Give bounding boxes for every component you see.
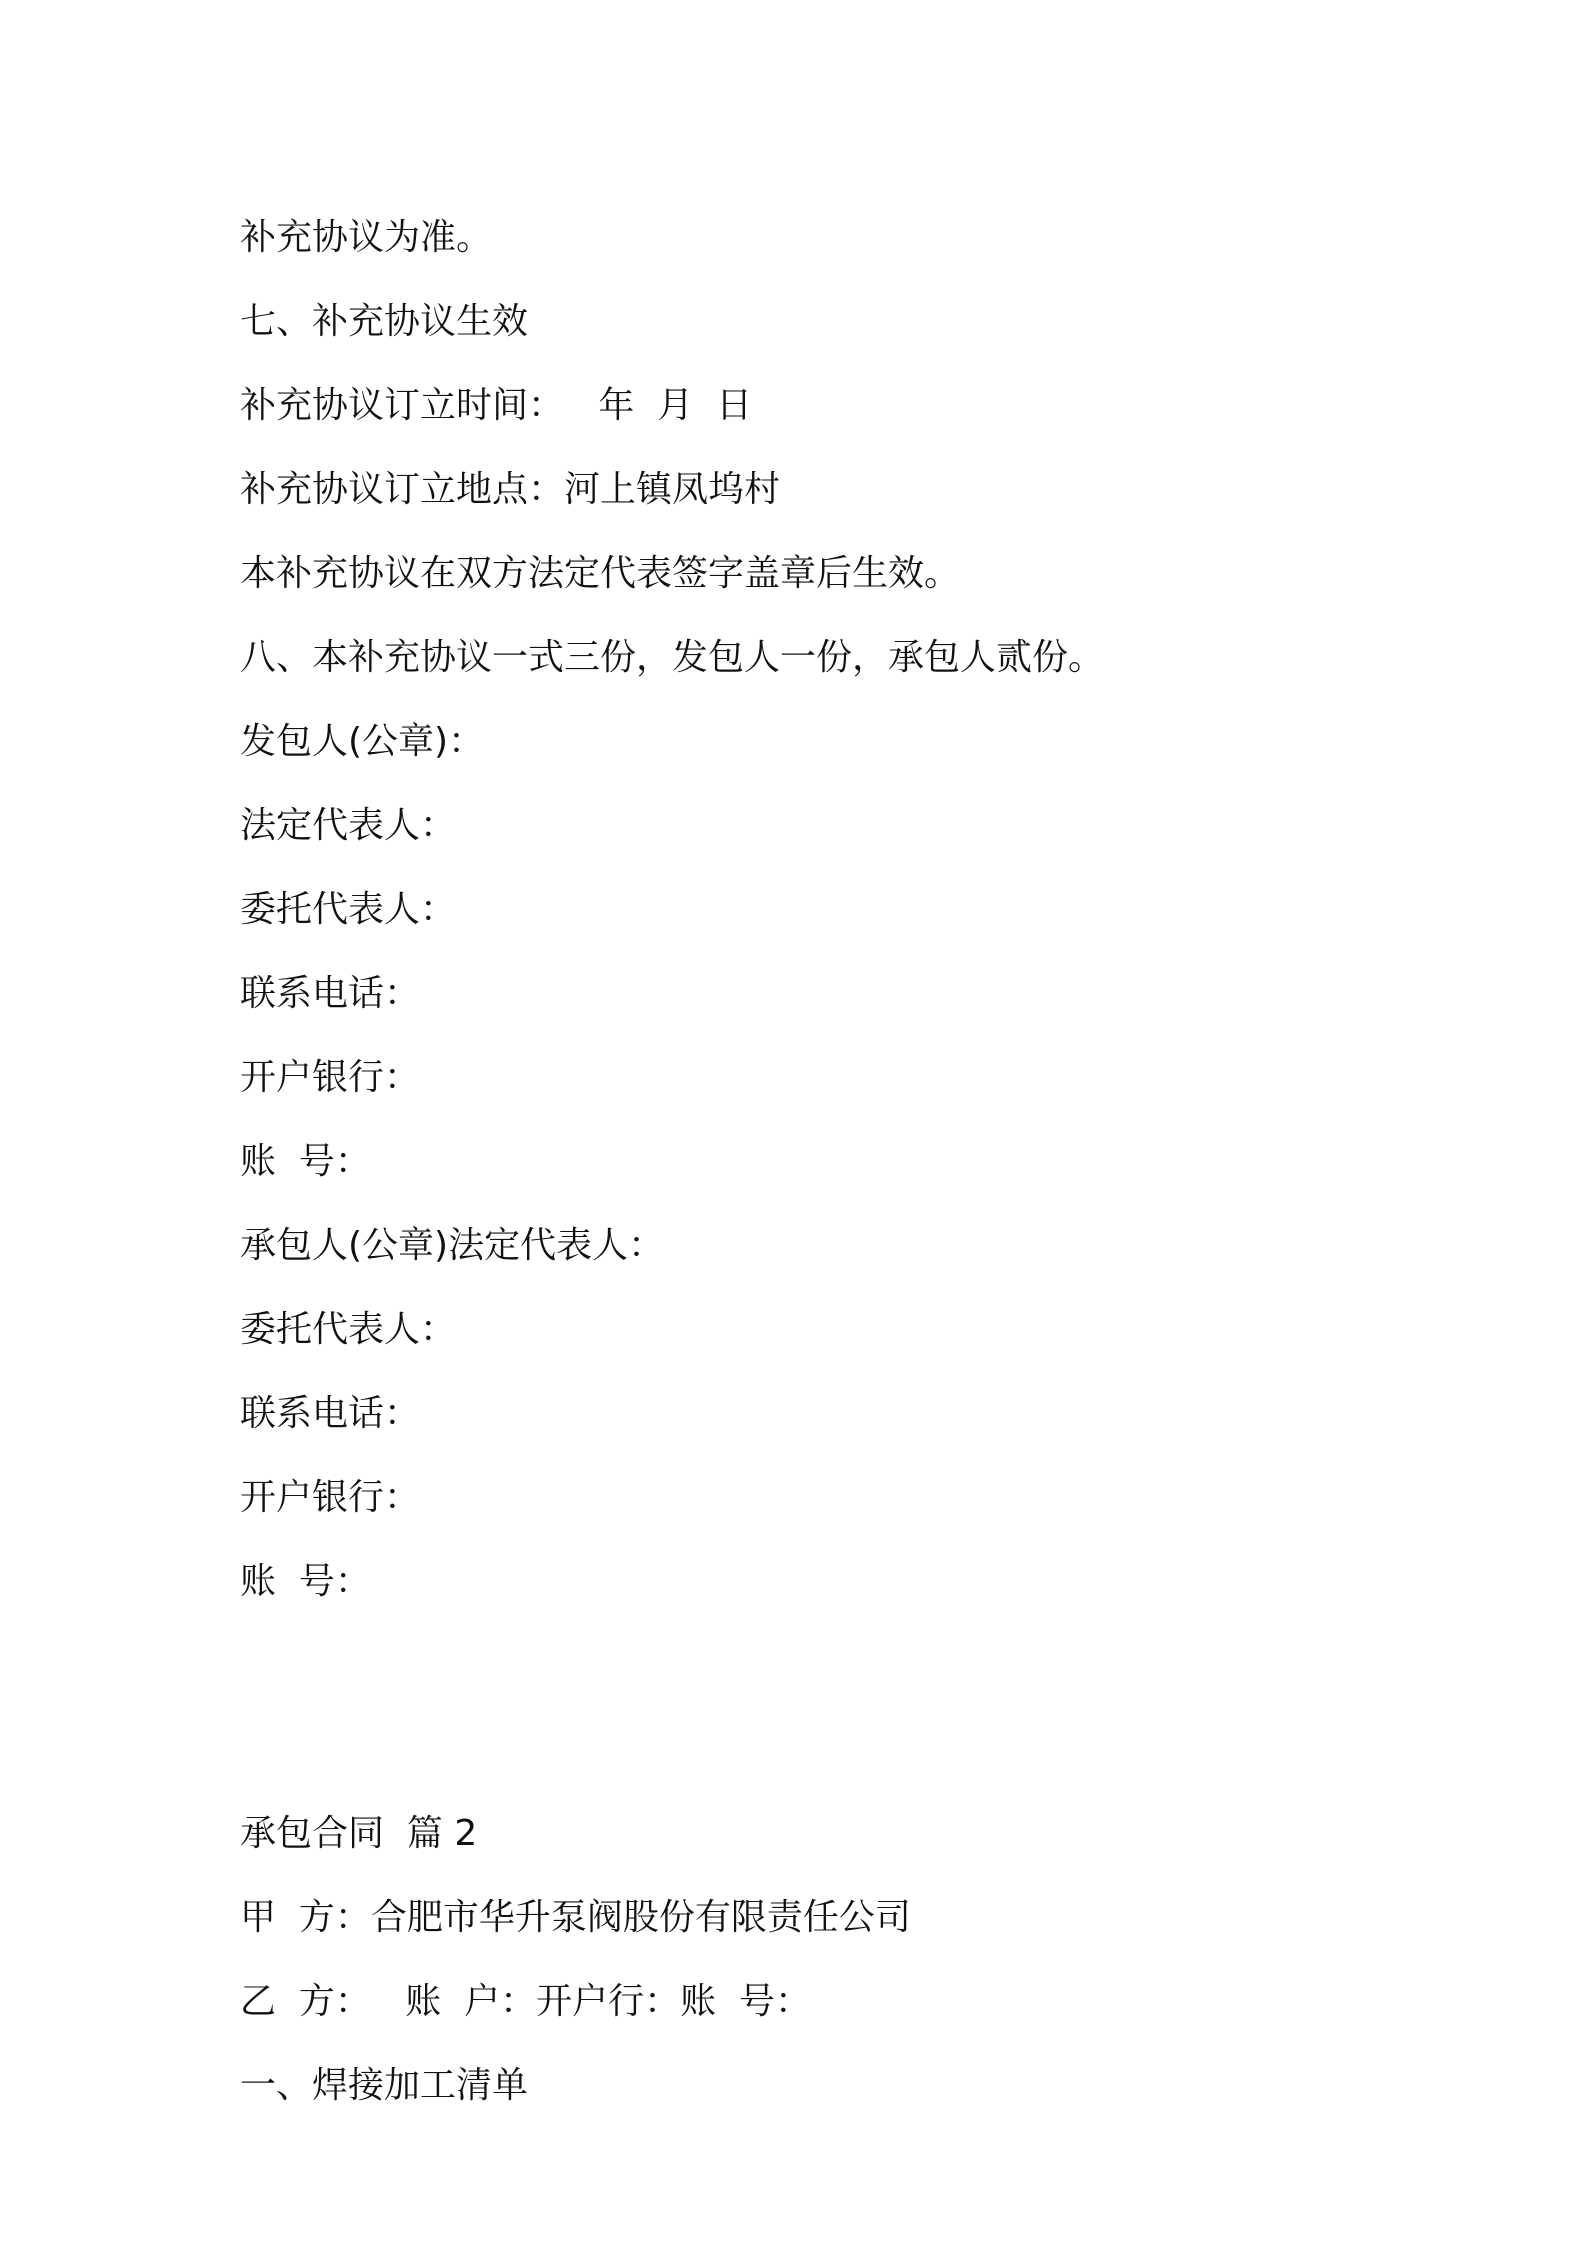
document-body (240, 196, 1390, 2128)
field-contractor-phone: 联系电话： (240, 1393, 421, 1434)
text-line-effect-condition: 本补充协议在双方法定代表签字盖章后生效。 (240, 553, 961, 594)
field-contractor-agent: 委托代表人： (240, 1309, 457, 1350)
text-line-signing-time: 补充协议订立时间： 年 月 日 (240, 385, 753, 426)
field-employer-seal: 发包人(公章)： (240, 721, 485, 762)
heading-seven-effectiveness: 七、补充协议生效 (240, 301, 529, 342)
contract-title: 承包合同 篇 2 (240, 1813, 478, 1854)
field-party-a: 甲 方：合肥市华升泵阀股份有限责任公司 (240, 1897, 911, 1938)
section-gap (240, 1624, 1390, 1792)
field-employer-agent: 委托代表人： (240, 889, 457, 930)
heading-one-welding-list: 一、焊接加工清单 (240, 2065, 529, 2106)
field-contractor-account: 账 号： (240, 1561, 371, 1602)
field-employer-legal-rep: 法定代表人： (240, 805, 457, 846)
contract-section-2 (240, 1792, 1390, 2128)
field-employer-bank: 开户银行： (240, 1057, 421, 1098)
field-contractor-bank: 开户银行： (240, 1477, 421, 1518)
text-line-precedence: 补充协议为准。 (240, 217, 493, 258)
field-employer-phone: 联系电话： (240, 973, 421, 1014)
supplement-section (240, 196, 1390, 1624)
field-employer-account: 账 号： (240, 1141, 371, 1182)
text-line-signing-place: 补充协议订立地点：河上镇凤坞村 (240, 469, 781, 510)
heading-eight-copies: 八、本补充协议一式三份，发包人一份，承包人贰份。 (240, 637, 1105, 678)
field-contractor-seal-legal-rep: 承包人(公章)法定代表人： (240, 1225, 665, 1266)
field-party-b: 乙 方： 账 户：开户行：账 号： (240, 1981, 811, 2022)
